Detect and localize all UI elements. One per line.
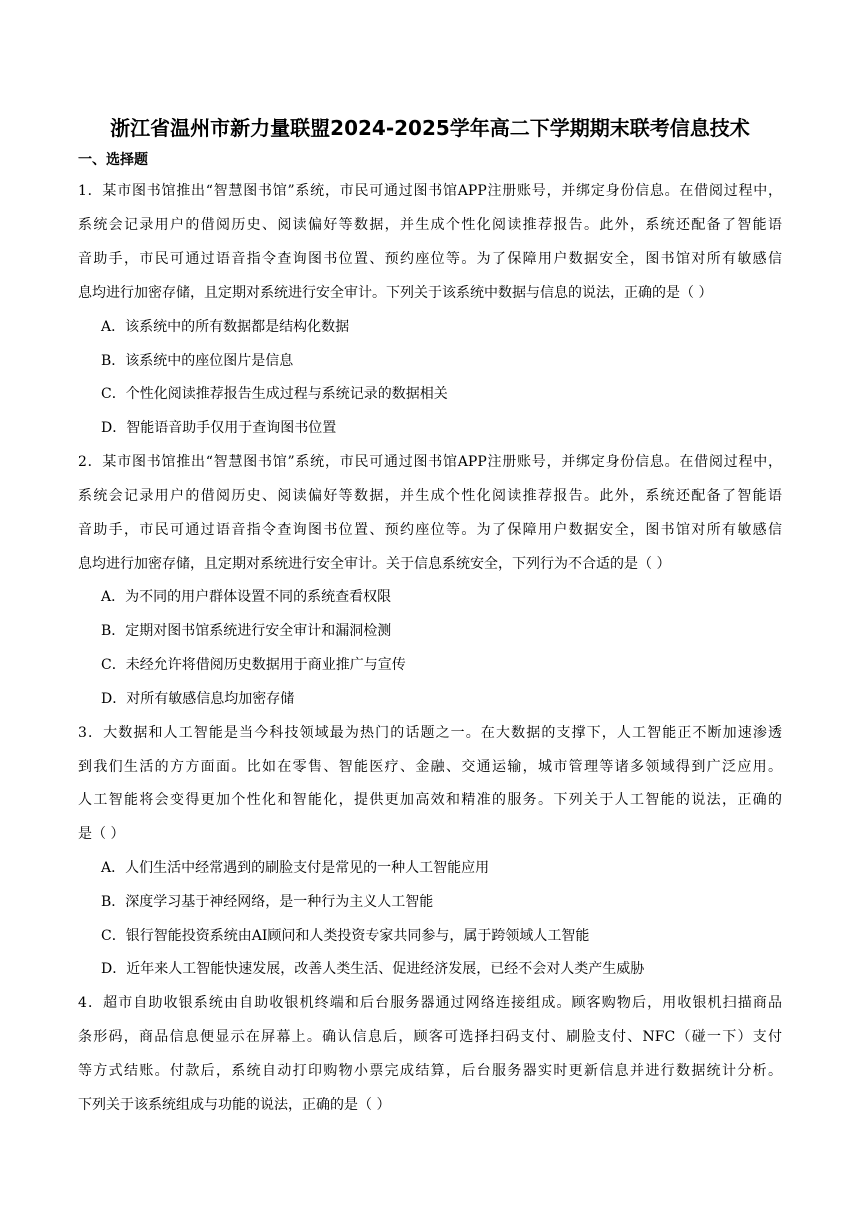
question-3-option-b: B．深度学习基于神经网络，是一种行为主义人工智能 <box>101 894 434 910</box>
question-4-stem-line-3: 等方式结账。付款后，系统自动打印购物小票完成结算，后台服务器实时更新信息并进行数据统计分析。 <box>78 1063 782 1079</box>
question-1-option-a: A．该系统中的所有数据都是结构化数据 <box>101 319 350 335</box>
question-3-stem-line-2: 到我们生活的方方面面。比如在零售、智能医疗、金融、交通运输，城市管理等诸多领域得到广泛应用。 <box>78 759 782 775</box>
question-1-stem-line-1: 1．某市图书馆推出“智慧图书馆”系统，市民可通过图书馆APP注册账号，并绑定身份信息。在借阅过程中， <box>78 183 782 199</box>
question-4-stem-line-4: 下列关于该系统组成与功能的说法，正确的是（ ） <box>78 1097 391 1113</box>
question-2-option-a: A．为不同的用户群体设置不同的系统查看权限 <box>101 589 392 605</box>
section-heading: 一、选择题 <box>78 152 148 168</box>
document-title: 浙江省温州市新力量联盟2024-2025学年高二下学期期末联考信息技术 <box>110 116 750 140</box>
question-3-option-d: D．近年来人工智能快速发展，改善人类生活、促进经济发展，已经不会对人类产生威胁 <box>101 961 645 977</box>
question-1-option-d: D．智能语音助手仅用于查询图书位置 <box>101 420 337 436</box>
question-1-option-b: B．该系统中的座位图片是信息 <box>101 353 294 369</box>
question-3-option-a: A．人们生活中经常遇到的刷脸支付是常见的一种人工智能应用 <box>101 860 490 876</box>
question-1-stem-line-2: 系统会记录用户的借阅历史、阅读偏好等数据，并生成个性化阅读推荐报告。此外，系统还配备了智能语 <box>78 217 782 233</box>
question-4-stem-line-1: 4．超市自助收银系统由自助收银机终端和后台服务器通过网络连接组成。顾客购物后，用收银机扫描商品 <box>78 995 782 1011</box>
question-3-stem-line-1: 3．大数据和人工智能是当今科技领域最为热门的话题之一。在大数据的支撑下，人工智能正不断加速渗透 <box>78 725 782 741</box>
question-3-stem-line-3: 人工智能将会变得更加个性化和智能化，提供更加高效和精准的服务。下列关于人工智能的说法，正确的 <box>78 792 782 808</box>
question-2-stem-line-4: 息均进行加密存储，且定期对系统进行安全审计。关于信息系统安全，下列行为不合适的是（ ） <box>78 556 671 572</box>
question-1-option-c: C．个性化阅读推荐报告生成过程与系统记录的数据相关 <box>101 386 448 402</box>
question-3-option-c: C．银行智能投资系统由AI顾问和人类投资专家共同参与，属于跨领域人工智能 <box>101 928 590 944</box>
question-2-stem-line-1: 2．某市图书馆推出“智慧图书馆”系统，市民可通过图书馆APP注册账号，并绑定身份信息。在借阅过程中， <box>78 454 782 470</box>
question-4-stem-line-2: 条形码，商品信息便显示在屏幕上。确认信息后，顾客可选择扫码支付、刷脸支付、NFC（碰一下）支付 <box>78 1029 782 1045</box>
question-1-stem-line-3: 音助手，市民可通过语音指令查询图书位置、预约座位等。为了保障用户数据安全，图书馆对所有敏感信 <box>78 251 782 267</box>
question-2-stem-line-2: 系统会记录用户的借阅历史、阅读偏好等数据，并生成个性化阅读推荐报告。此外，系统还配备了智能语 <box>78 488 782 504</box>
question-3-stem-line-4: 是（ ） <box>78 826 125 842</box>
question-2-option-b: B．定期对图书馆系统进行安全审计和漏洞检测 <box>101 623 392 639</box>
question-1-stem-line-4: 息均进行加密存储，且定期对系统进行安全审计。下列关于该系统中数据与信息的说法，正确的是（ ） <box>78 285 713 301</box>
question-2-option-d: D．对所有敏感信息均加密存储 <box>101 691 295 707</box>
question-2-option-c: C．未经允许将借阅历史数据用于商业推广与宣传 <box>101 657 406 673</box>
question-2-stem-line-3: 音助手，市民可通过语音指令查询图书位置、预约座位等。为了保障用户数据安全，图书馆对所有敏感信 <box>78 522 782 538</box>
